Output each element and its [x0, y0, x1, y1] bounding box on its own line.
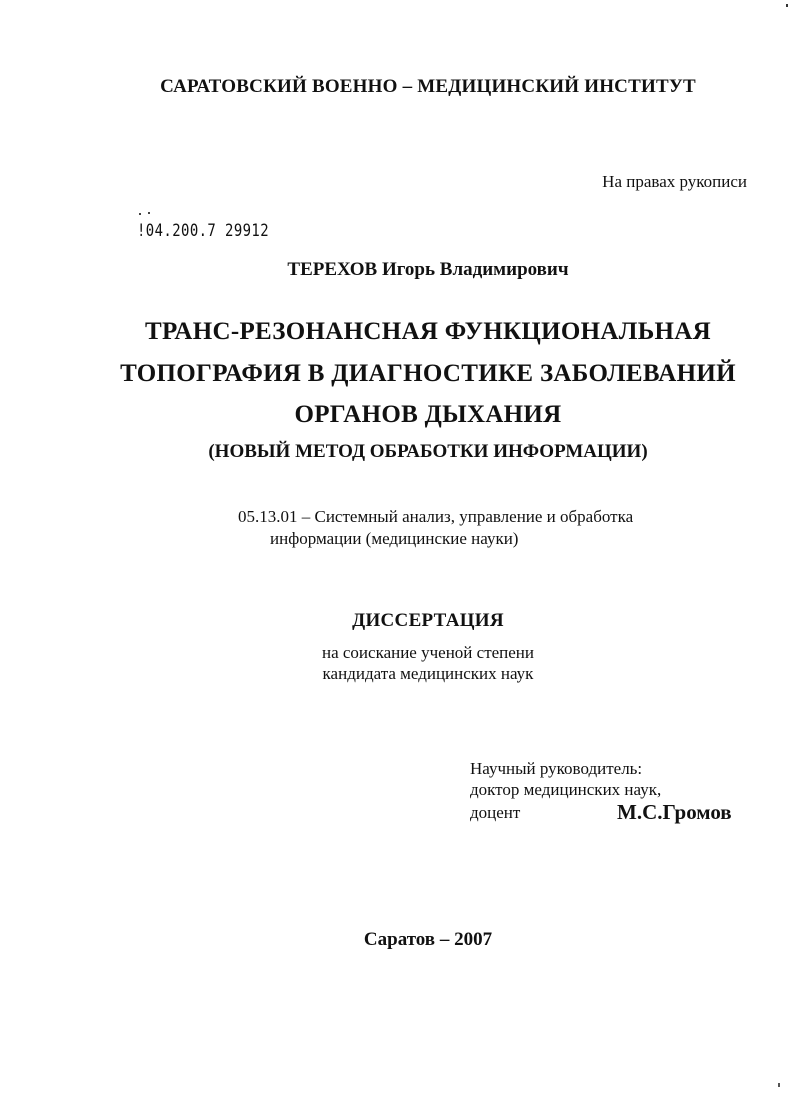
title-line-3: ОРГАНОВ ДЫХАНИЯ: [294, 401, 562, 428]
supervisor-role: Научный руководитель:: [470, 759, 643, 778]
title-line-2: ТОПОГРАФИЯ В ДИАГНОСТИКЕ ЗАБОЛЕВАНИЙ: [120, 360, 736, 387]
scan-mark-bottom: [778, 1083, 780, 1087]
author-name: [0, 259, 792, 281]
supervisor-rank: доцент: [470, 803, 521, 822]
author-surname: ТЕРЕХОВ: [287, 259, 378, 280]
supervisor-degree: доктор медицинских наук,: [470, 780, 662, 799]
catalog-number: !04.200.7 29912: [137, 221, 270, 241]
specialty-line-1: 05.13.01 – Системный анализ, управление и обработка: [238, 507, 634, 526]
scan-specks: [139, 212, 153, 216]
title-subtitle: (НОВЫЙ МЕТОД ОБРАБОТКИ ИНФОРМАЦИИ): [208, 441, 648, 462]
place-and-year: Саратов – 2007: [363, 929, 493, 950]
degree-line-2: кандидата медицинских наук: [322, 664, 534, 683]
specialty-line-2: информации (медицинские науки): [270, 529, 519, 548]
title-line-1: ТРАНС-РЕЗОНАНСНАЯ ФУНКЦИОНАЛЬНАЯ: [145, 318, 711, 345]
scan-mark-top: [786, 4, 788, 7]
author-given-names: Игорь Владимирович: [381, 259, 569, 280]
document-type: ДИССЕРТАЦИЯ: [352, 610, 504, 631]
supervisor-name: М.С.Громов: [617, 800, 732, 824]
institute-name: САРАТОВСКИЙ ВОЕННО – МЕДИЦИНСКИЙ ИНСТИТУТ: [160, 76, 696, 97]
manuscript-rights-note: На правах рукописи: [602, 172, 747, 191]
degree-line-1: на соискание ученой степени: [321, 643, 535, 662]
